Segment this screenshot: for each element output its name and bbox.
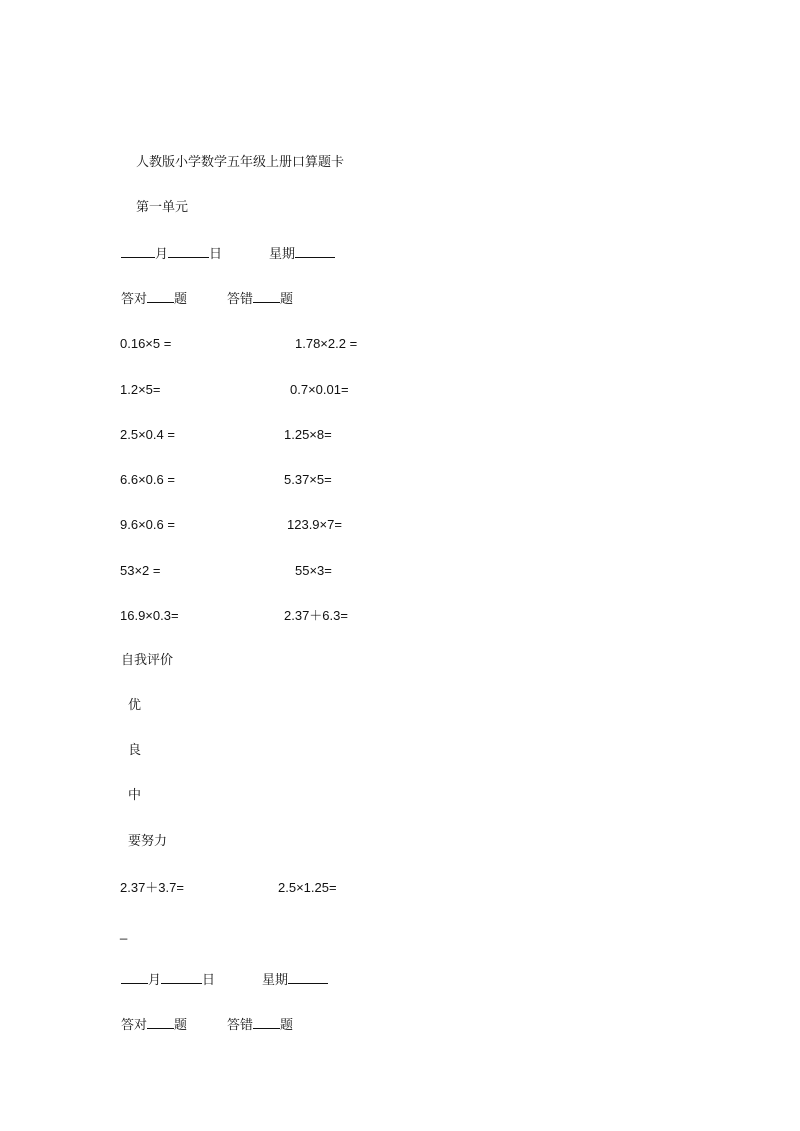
month-blank[interactable] (121, 245, 155, 258)
problem-right-6: 55×3= (295, 563, 332, 578)
page-title: 人教版小学数学五年级上册口算题卡 (136, 155, 345, 170)
weekday-blank[interactable] (295, 245, 335, 258)
month-blank-2[interactable] (121, 971, 148, 984)
problem-left-5: 9.6×0.6 = (120, 517, 175, 532)
weekday-label-2: 星期 (262, 973, 289, 988)
problem-left-6: 53×2 = (120, 563, 161, 578)
correct-count-row-2 (121, 1016, 187, 1034)
wrong-prefix: 答错 (227, 292, 254, 307)
date-row (121, 245, 222, 263)
wrong-prefix-2: 答错 (227, 1018, 254, 1033)
wrong-suffix: 题 (280, 292, 294, 307)
day-label-2: 日 (202, 973, 216, 988)
correct-blank[interactable] (147, 290, 174, 303)
date-row-2 (121, 971, 215, 989)
problem-left-2: 1.2×5= (120, 382, 161, 397)
self-eval-level-needs-effort: 要努力 (128, 834, 168, 849)
correct-suffix: 题 (174, 292, 188, 307)
correct-blank-2[interactable] (147, 1016, 174, 1029)
day-blank-2[interactable] (161, 971, 202, 984)
weekday-group (269, 245, 335, 263)
problem-right-7: 2.37＋6.3= (284, 608, 348, 623)
self-eval-level-average: 中 (128, 788, 142, 803)
problem-left-1: 0.16×5 = (120, 336, 172, 351)
problem-left-3: 2.5×0.4 = (120, 427, 175, 442)
correct-prefix: 答对 (121, 292, 148, 307)
weekday-label: 星期 (269, 247, 296, 262)
problem-left-8: 2.37＋3.7= (120, 880, 184, 895)
wrong-blank[interactable] (253, 290, 280, 303)
correct-count-row (121, 290, 187, 308)
underscore-mark: _ (120, 925, 128, 940)
problem-right-5: 123.9×7= (287, 517, 342, 532)
problem-right-3: 1.25×8= (284, 427, 332, 442)
self-eval-level-good: 良 (128, 743, 142, 758)
day-blank[interactable] (168, 245, 209, 258)
day-label: 日 (209, 247, 223, 262)
wrong-count-row (227, 290, 293, 308)
self-eval-level-excellent: 优 (128, 698, 142, 713)
wrong-count-row-2 (227, 1016, 293, 1034)
problem-right-1: 1.78×2.2 = (295, 336, 358, 351)
weekday-group-2 (262, 971, 328, 989)
weekday-blank-2[interactable] (288, 971, 328, 984)
self-eval-heading: 自我评价 (121, 653, 174, 668)
wrong-blank-2[interactable] (253, 1016, 280, 1029)
problem-right-4: 5.37×5= (284, 472, 332, 487)
correct-prefix-2: 答对 (121, 1018, 148, 1033)
problem-right-2: 0.7×0.01= (290, 382, 349, 397)
unit-label: 第一单元 (136, 200, 189, 215)
correct-suffix-2: 题 (174, 1018, 188, 1033)
problem-right-8: 2.5×1.25= (278, 880, 337, 895)
month-label-2: 月 (148, 973, 162, 988)
problem-left-7: 16.9×0.3= (120, 608, 179, 623)
month-label: 月 (155, 247, 169, 262)
problem-left-4: 6.6×0.6 = (120, 472, 175, 487)
wrong-suffix-2: 题 (280, 1018, 294, 1033)
